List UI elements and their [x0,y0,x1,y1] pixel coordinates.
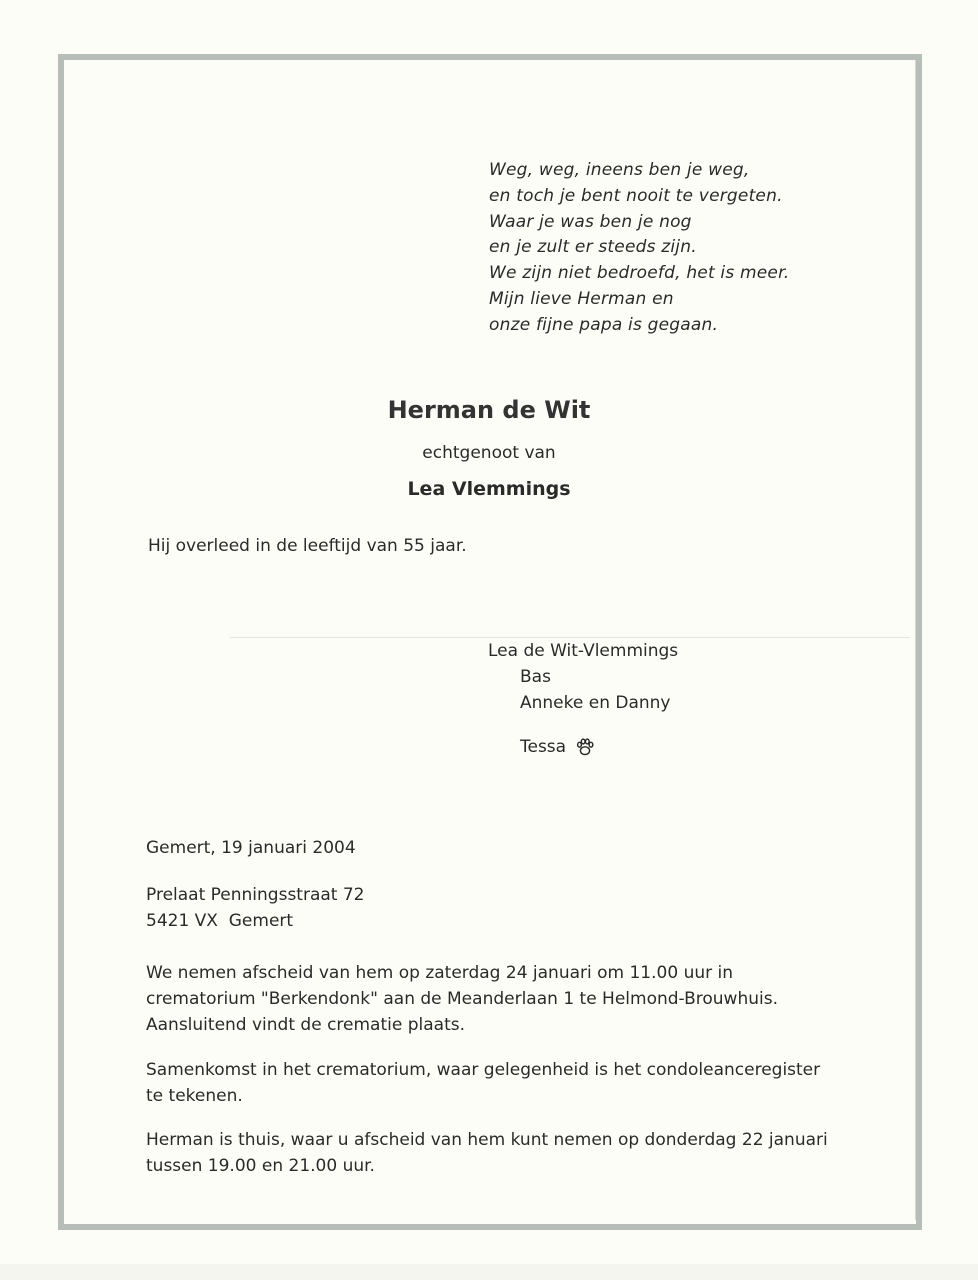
page-bottom-edge [0,1264,978,1280]
poem-line: Mijn lieve Herman en [489,288,674,309]
place-date: Gemert, 19 januari 2004 [146,838,356,858]
spouse-name: Lea Vlemmings [407,478,571,500]
poem-line: onze fijne papa is gegaan. [489,314,719,335]
address-street: Prelaat Penningsstraat 72 [146,885,365,905]
poem-line: en toch je bent nooit te vergeten. [489,185,783,206]
paw-print-icon [574,736,596,758]
family-pet [488,734,678,760]
poem-line: Waar je was ben je nog [489,211,692,232]
deceased-name: Herman de Wit [387,396,591,424]
family-member: Bas [520,667,551,687]
poem-line: We zijn niet bedroefd, het is meer. [489,263,790,284]
visitation-paragraph: Herman is thuis, waar u afscheid van hem kunt nemen op donderdag 22 januari tussen 19.00 en 21.00 uur. [146,1130,828,1176]
gathering-paragraph: Samenkomst in het crematorium, waar gelegenheid is het condoleanceregister te tekenen. [146,1060,821,1106]
family-member: Anneke en Danny [520,693,671,713]
poem [489,158,789,339]
right-fold-line [915,60,916,1220]
age-line: Hij overleed in de leeftijd van 55 jaar. [148,536,467,556]
pet-name: Tessa [520,737,567,757]
relation-label: echtgenoot van [422,443,556,463]
address-postal-city: 5421 VX Gemert [146,911,294,931]
family-list [488,638,678,760]
poem-line: en je zult er steeds zijn. [489,237,697,258]
address [146,882,365,934]
poem-line: Weg, weg, ineens ben je weg, [489,160,750,180]
family-head: Lea de Wit-Vlemmings [488,641,679,661]
farewell-paragraph: We nemen afscheid van hem op zaterdag 24 januari om 11.00 uur in crematorium "Berkendonk" aan de Meanderlaan 1 te Helmond-Brouwhuis. Aansluitend vindt de crematie plaats. [146,963,778,1035]
